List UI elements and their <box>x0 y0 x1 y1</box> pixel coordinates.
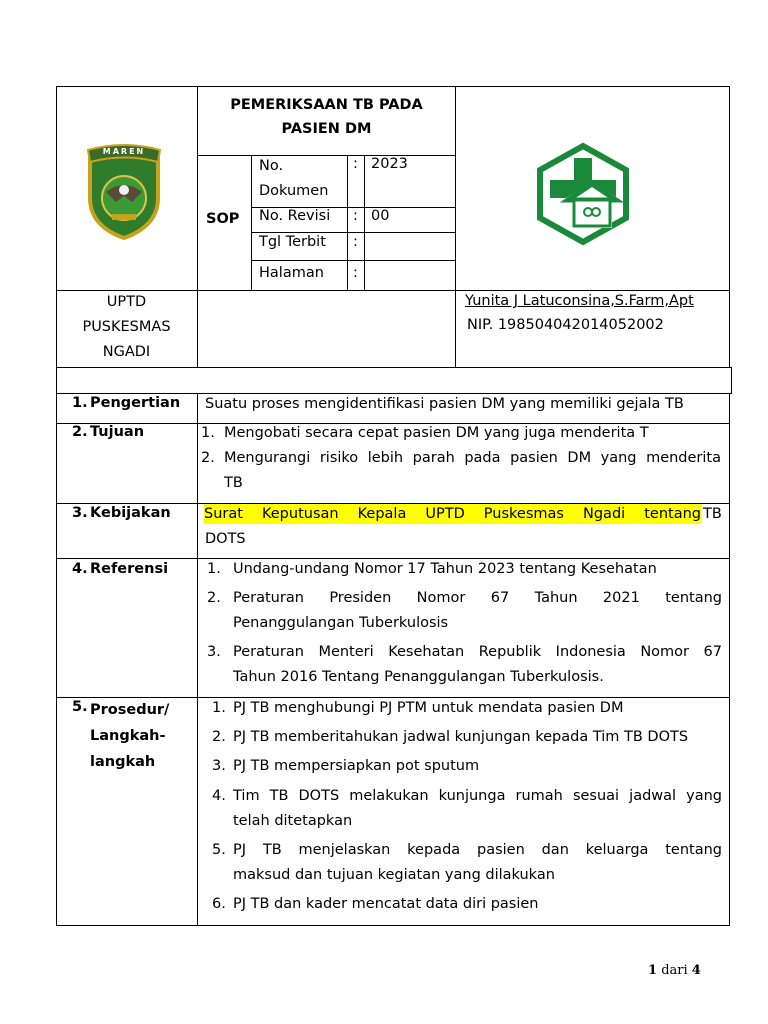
section-text: Suatu proses mengidentifikasi pasien DM yang memiliki gejala TB <box>205 396 684 412</box>
org-line-3: NGADI <box>102 344 151 360</box>
section-number: 1. <box>72 395 88 411</box>
label-line-1: Prosedur/ <box>90 702 170 718</box>
list-item: PJ TB memberitahukan jadwal kunjungan kepada Tim TB DOTS <box>233 729 689 745</box>
page-of-word: dari <box>661 963 688 978</box>
list-item-continuation: Tahun 2016 Tentang Penanggulangan Tuberkulosis. <box>233 669 604 685</box>
organization-name <box>56 290 197 365</box>
section-number: 2. <box>72 424 88 440</box>
policy-text-line2: DOTS <box>205 531 246 547</box>
list-item-continuation: TB <box>224 475 243 491</box>
list-item: PJ TB menghubungi PJ PTM untuk mendata pasien DM <box>233 700 624 716</box>
revision-value: 00 <box>371 208 390 224</box>
document-title <box>197 93 456 141</box>
page-number-footer <box>648 963 701 978</box>
list-item: Mengurangi risiko lebih parah pada pasien DM yang menderita <box>224 450 721 466</box>
list-item: Peraturan Presiden Nomor 67 Tahun 2021 tentang <box>233 590 722 606</box>
list-item-number: 6. <box>212 896 226 912</box>
list-item: PJ TB menjelaskan kepada pasien dan keluarga tentang <box>233 842 722 858</box>
doc-row-no-dokumen-label <box>259 154 328 204</box>
list-item: Mengobati secara cepat pasien DM yang juga menderita T <box>224 425 649 441</box>
current-page: 1 <box>648 963 658 978</box>
list-item-number: 4. <box>212 788 226 804</box>
revision-colon: : <box>353 208 358 224</box>
org-line-2: PUSKESMAS <box>82 319 171 335</box>
title-line-2: PASIEN DM <box>281 121 372 137</box>
page-label: Halaman <box>259 265 324 281</box>
highlighted-policy-text: Surat Keputusan Kepala UPTD Puskesmas Ngadi tentang <box>204 506 701 522</box>
doc-number-value: 2023 <box>371 156 408 172</box>
list-item: PJ TB dan kader mencatat data diri pasien <box>233 896 539 912</box>
list-item-number: 5. <box>212 842 226 858</box>
section-number: 3. <box>72 505 88 521</box>
revision-label: No. Revisi <box>259 208 331 224</box>
sop-label: SOP <box>206 211 240 227</box>
section-label: Tujuan <box>90 424 145 440</box>
label-line-3: langkah <box>90 754 156 770</box>
list-item-number: 2. <box>212 729 226 745</box>
org-line-1: UPTD <box>106 294 147 310</box>
section-number: 4. <box>72 561 88 577</box>
title-line-1: PEMERIKSAAN TB PADA <box>230 97 423 113</box>
signer-nip: NIP. 198504042014052002 <box>467 317 664 333</box>
emblem-logo-text: MAREN <box>102 147 146 156</box>
list-item-number: 1. <box>207 561 221 577</box>
shield-emblem-icon <box>84 142 164 240</box>
list-item: Tim TB DOTS melakukan kunjunga rumah sesuai jadwal yang <box>233 788 722 804</box>
health-logo <box>536 142 630 246</box>
section-number: 5. <box>72 699 88 715</box>
list-item: Undang-undang Nomor 17 Tahun 2023 tentang Kesehatan <box>233 561 657 577</box>
doc-number-label-line2: Dokumen <box>259 183 329 199</box>
list-item-number: 2. <box>207 590 221 606</box>
label-line-2: Langkah- <box>90 728 166 744</box>
section-label: Referensi <box>90 561 169 577</box>
list-item-number: 1. <box>201 425 215 441</box>
doc-number-colon: : <box>353 156 358 172</box>
total-pages: 4 <box>691 963 701 978</box>
doc-number-label-line1: No. <box>259 158 284 174</box>
list-item-number: 1. <box>212 700 226 716</box>
section-label: Kebijakan <box>90 505 171 521</box>
list-item-continuation: telah ditetapkan <box>233 813 353 829</box>
section-label <box>90 697 169 775</box>
list-item-continuation: maksud dan tujuan kegiatan yang dilakukan <box>233 867 555 883</box>
issue-date-colon: : <box>353 234 358 250</box>
issue-date-label: Tgl Terbit <box>259 234 326 250</box>
health-cross-house-icon <box>536 142 630 246</box>
list-item-number: 3. <box>207 644 221 660</box>
policy-text-tail: TB <box>703 506 722 522</box>
section-label: Pengertian <box>90 395 181 411</box>
list-item-number: 2. <box>201 450 215 466</box>
list-item: Peraturan Menteri Kesehatan Republik Indonesia Nomor 67 <box>233 644 722 660</box>
list-item-number: 3. <box>212 758 226 774</box>
page-colon: : <box>353 265 358 281</box>
left-emblem-logo <box>84 142 164 240</box>
list-item-continuation: Penanggulangan Tuberkulosis <box>233 615 449 631</box>
list-item: PJ TB mempersiapkan pot sputum <box>233 758 480 774</box>
signer-name: Yunita J Latuconsina,S.Farm,Apt <box>465 293 694 309</box>
